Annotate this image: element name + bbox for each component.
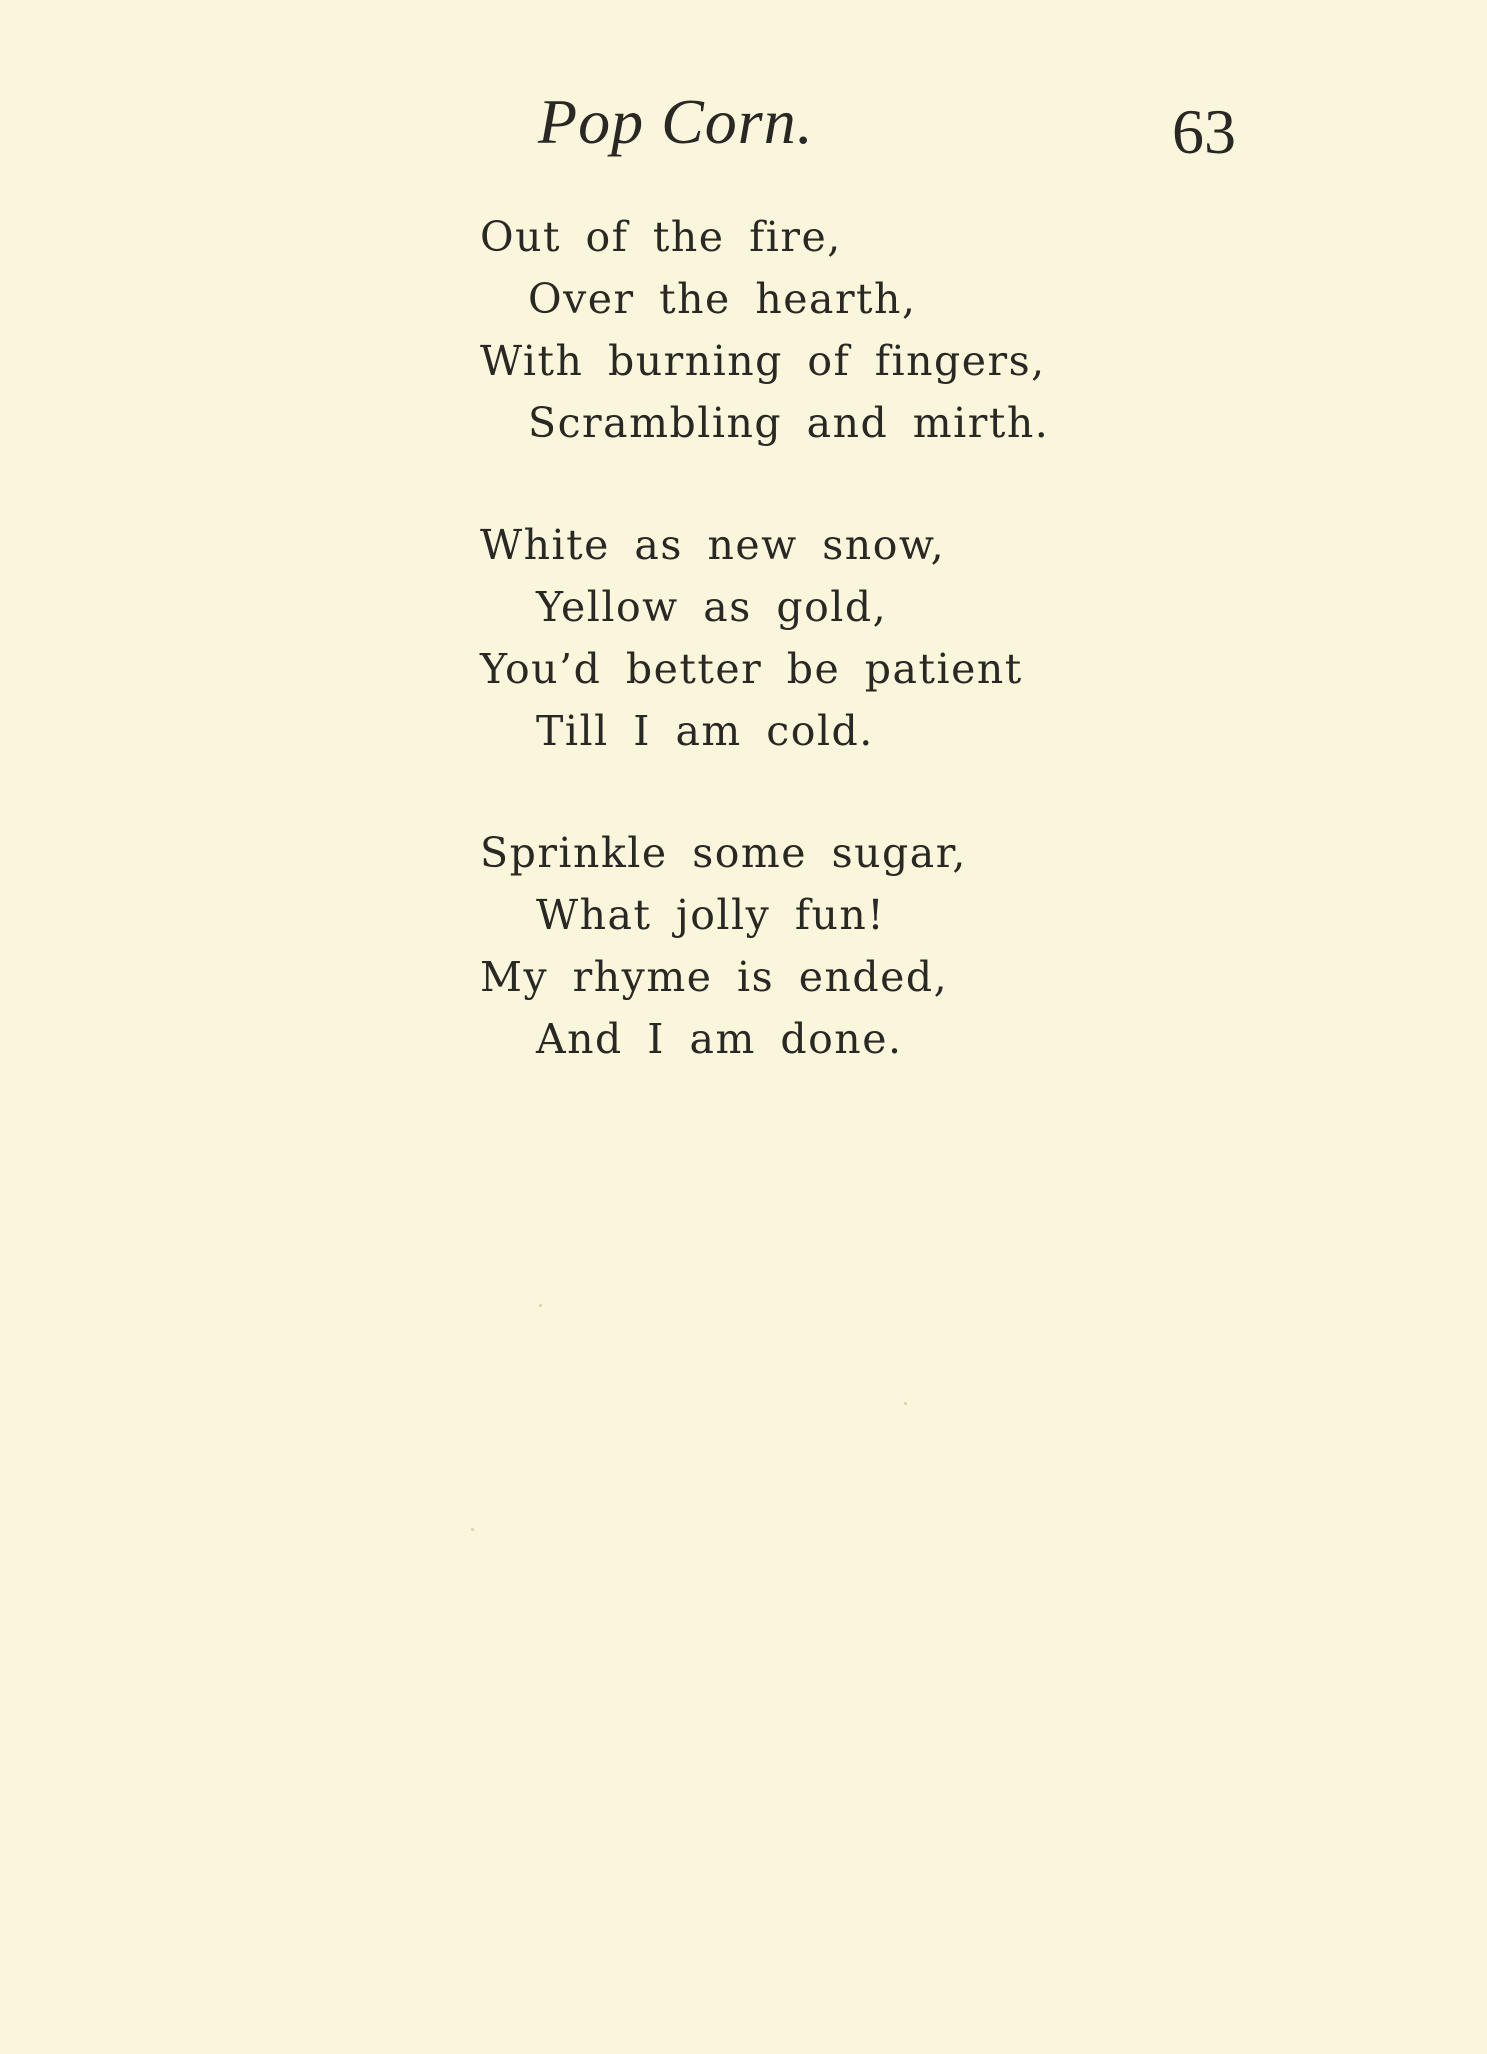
page-number: 63 [1172, 96, 1236, 167]
poem-line: You’d better be patient [480, 645, 1023, 693]
paper-speck [471, 1528, 474, 1531]
running-title: Pop Corn. [538, 86, 814, 157]
poem-line: Scrambling and mirth. [528, 399, 1050, 447]
poem-line: Sprinkle some sugar, [480, 829, 967, 877]
poem-line: Over the hearth, [528, 275, 917, 323]
poem-line: My rhyme is ended, [480, 953, 949, 1001]
paper-speck [539, 1304, 542, 1307]
stanza-2 [480, 514, 1280, 762]
poem-line: And I am done. [536, 1015, 903, 1063]
poem-line: What jolly fun! [536, 891, 886, 939]
poem [480, 206, 1280, 1130]
stanza-3 [480, 822, 1280, 1070]
poem-line: Yellow as gold, [536, 583, 888, 631]
poem-line: With burning of fingers, [480, 337, 1046, 385]
paper-speck [904, 1402, 907, 1405]
poem-line: Till I am cold. [536, 707, 874, 755]
stanza-1 [480, 206, 1280, 454]
poem-line: White as new snow, [480, 521, 946, 569]
poem-line: Out of the fire, [480, 213, 842, 261]
